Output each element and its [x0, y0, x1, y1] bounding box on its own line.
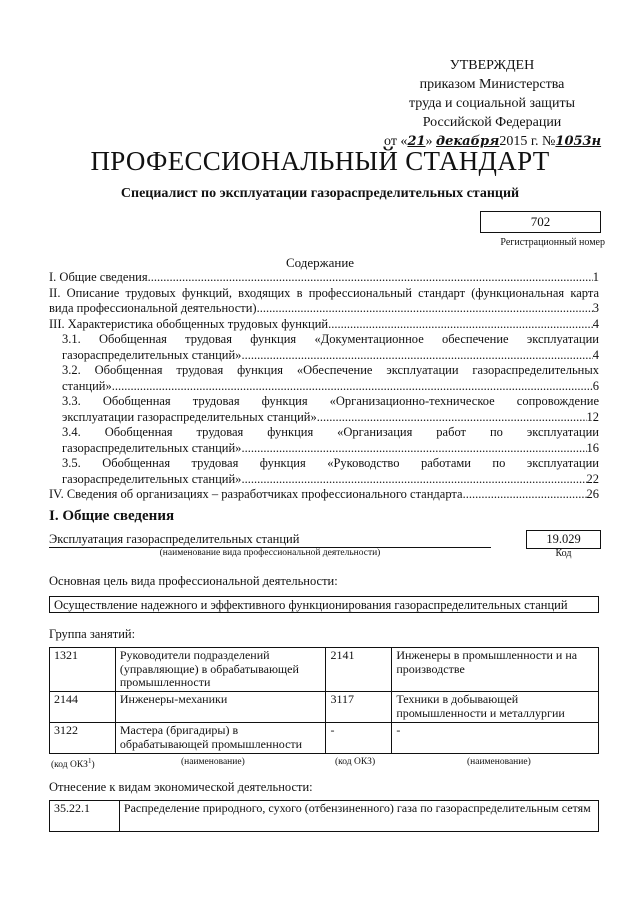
table-cell: 1321: [50, 648, 116, 692]
approval-line: УТВЕРЖДЕН: [449, 58, 535, 73]
toc-heading: Содержание: [285, 255, 355, 270]
toc-item-text: 3.4. Обобщенная трудовая функция «Организация работ по эксплуатации: [62, 425, 599, 439]
caption-okz-code: (код ОКЗ$^1$): [51, 757, 95, 771]
toc-item[interactable]: [49, 425, 599, 456]
activity-code-caption: Код: [555, 548, 572, 559]
groups-label: Группа занятий:: [49, 627, 136, 641]
table-cell: -: [392, 723, 599, 754]
toc-item[interactable]: [49, 286, 599, 317]
date-prefix: от «: [384, 134, 408, 149]
table-row: [50, 692, 599, 723]
approval-line: труда и социальной защиты: [409, 96, 575, 111]
toc-item-text: 3.2. Обобщенная трудовая функция «Обеспечение эксплуатации газораспределительных: [62, 363, 599, 377]
toc-item[interactable]: [49, 456, 599, 487]
approval-line: Российской Федерации: [422, 115, 562, 130]
toc-item-page: 4: [592, 316, 599, 331]
toc-item[interactable]: [49, 332, 599, 363]
table-row: [50, 801, 599, 832]
date-mid: »: [425, 134, 437, 149]
toc-item-page: 12: [586, 409, 599, 424]
table-cell: Руководители подразделений (управляющие) в обрабатывающей промышленности: [115, 648, 326, 692]
toc-item[interactable]: [49, 487, 599, 503]
toc-item-text: 3.5. Обобщенная трудовая функция «Руководство работами по эксплуатации: [62, 456, 599, 470]
table-cell: Техники в добывающей промышленности и металлургии: [392, 692, 599, 723]
table-cell: 2144: [50, 692, 116, 723]
table-cell: 2141: [326, 648, 392, 692]
toc-item-page: 4: [592, 347, 599, 362]
toc-item-text: газораспределительных станций»: [62, 347, 242, 362]
table-cell: Мастера (бригадиры) в обрабатывающей промышленности: [115, 723, 326, 754]
caption-okz-code: (код ОКЗ): [335, 757, 376, 767]
toc-item-text: станций»: [62, 378, 112, 393]
toc-item-text: газораспределительных станций»: [62, 471, 242, 486]
okved-table: [49, 800, 599, 832]
toc-item-text: 3.1. Обобщенная трудовая функция «Документационное обеспечение эксплуатации: [62, 332, 599, 346]
section-heading: I. Общие сведения: [49, 508, 175, 524]
handwritten-month: декабря: [436, 134, 500, 149]
table-cell: 3122: [50, 723, 116, 754]
toc-item-text: эксплуатации газораспределительных станций»: [62, 409, 317, 424]
table-cell: Инженеры-механики: [115, 692, 326, 723]
approval-line: приказом Министерства: [419, 77, 565, 92]
toc-item-text: газораспределительных станций»: [62, 440, 242, 455]
toc-item-text: вида профессиональной деятельности): [49, 301, 257, 315]
table-row: [50, 723, 599, 754]
caption-name: (наименование): [467, 757, 531, 767]
toc-item-text: 3.3. Обобщенная трудовая функция «Организационно-техническое сопровождение: [62, 394, 599, 408]
table-cell: 35.22.1: [50, 801, 120, 832]
toc-item-page: 6: [592, 378, 599, 393]
toc-item-page: 26: [586, 487, 599, 501]
occupation-groups-table: [49, 647, 599, 754]
table-of-contents: [49, 270, 599, 503]
goal-box: Осуществление надежного и эффективного функционирования газораспределительных станций: [49, 596, 599, 613]
activity-caption: (наименование вида профессиональной деятельности): [159, 548, 381, 558]
registration-number-label: Регистрационный номер: [500, 237, 605, 248]
handwritten-day: 21: [407, 134, 426, 149]
toc-item-page: 16: [586, 440, 599, 455]
table-cell: 3117: [326, 692, 392, 723]
okved-label: Отнесение к видам экономической деятельности:: [49, 780, 313, 794]
toc-item-text: II. Описание трудовых функций, входящих в профессиональный стандарт (функциональная карта: [49, 285, 599, 300]
handwritten-order-number: 1053н: [555, 134, 602, 149]
toc-item-page: 3: [592, 301, 599, 315]
toc-item-text: I. Общие сведения: [49, 270, 148, 284]
toc-item[interactable]: [49, 270, 599, 286]
toc-item-text: III. Характеристика обобщенных трудовых функций: [49, 316, 329, 331]
toc-item-page: 22: [586, 471, 599, 486]
activity-code-box: 19.029: [526, 530, 601, 549]
toc-item-page: 1: [592, 270, 599, 284]
activity-name: Эксплуатация газораспределительных станций: [49, 531, 491, 548]
goal-label: Основная цель вида профессиональной деятельности:: [49, 574, 338, 588]
table-cell: Инженеры в промышленности и на производстве: [392, 648, 599, 692]
caption-name: (наименование): [181, 757, 245, 767]
toc-item[interactable]: [49, 317, 599, 333]
toc-item-text: IV. Сведения об организациях – разработчиках профессионального стандарта: [49, 487, 463, 501]
table-cell: Распределение природного, сухого (отбензиненного) газа по газораспределительным сетям: [119, 801, 598, 832]
toc-item[interactable]: [49, 394, 599, 425]
date-year: 2015 г. №: [499, 134, 556, 149]
document-subtitle: Специалист по эксплуатации газораспределительных станций: [120, 186, 520, 201]
table-row: [50, 648, 599, 692]
document-title: ПРОФЕССИОНАЛЬНЫЙ СТАНДАРТ: [90, 146, 550, 176]
approval-block: [384, 56, 600, 151]
toc-item[interactable]: [49, 363, 599, 394]
table-cell: -: [326, 723, 392, 754]
registration-number-box: 702: [480, 211, 601, 233]
